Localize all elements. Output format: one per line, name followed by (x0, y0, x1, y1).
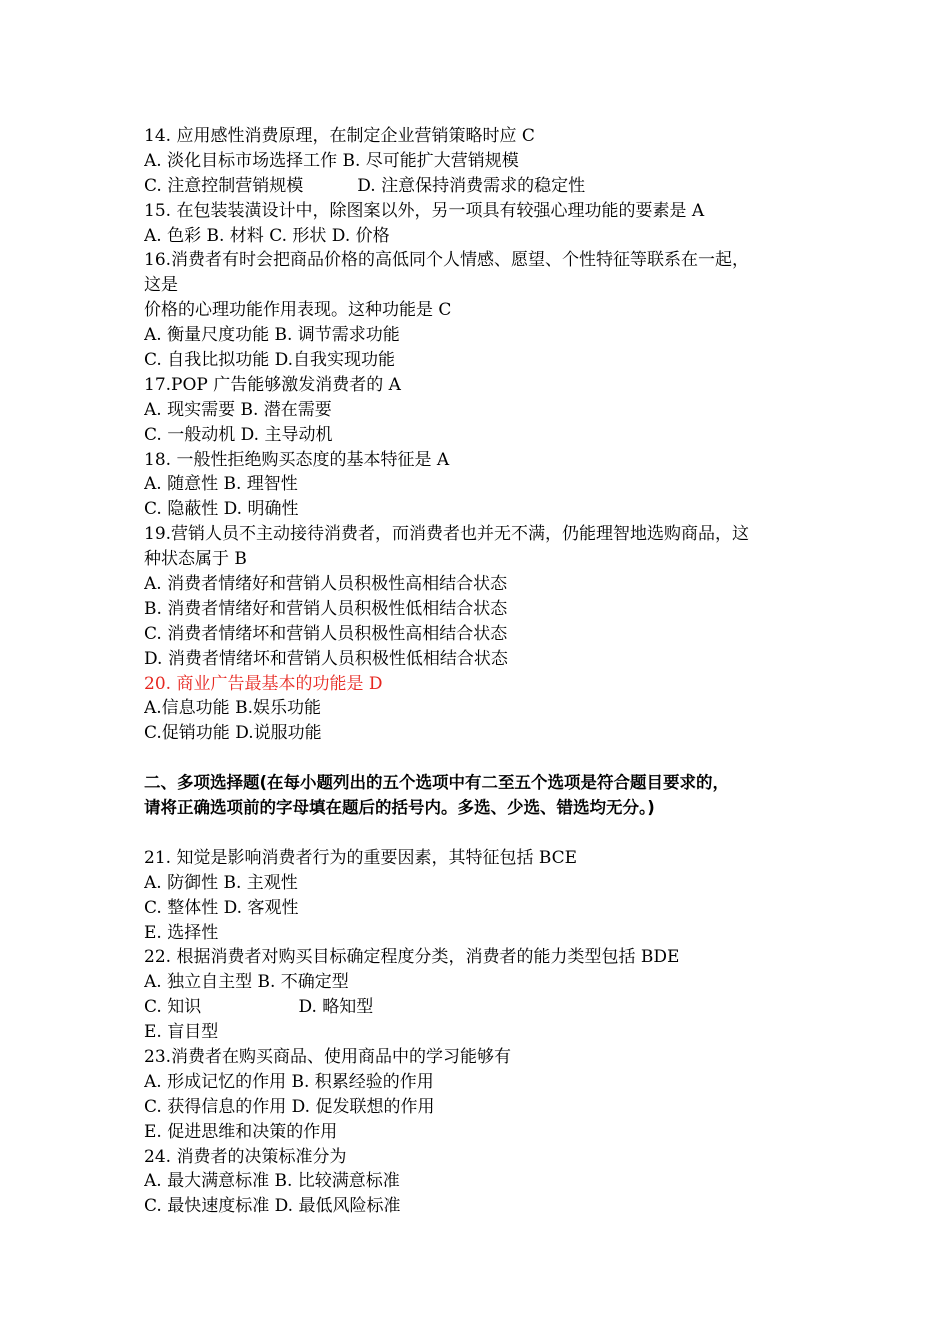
question-21: 21. 知觉是影响消费者行为的重要因素，其特征包括 BCE (144, 847, 578, 868)
section-heading-line-2: 请将正确选项前的字母填在题后的括号内。多选、少选、错选均无分。) (144, 798, 655, 818)
question-23-options-ab: A. 形成记忆的作用 B. 积累经验的作用 (144, 1071, 434, 1092)
question-24-options-ab: A. 最大满意标准 B. 比较满意标准 (144, 1171, 400, 1192)
question-20-options-cd: C.促销功能 D.说服功能 (144, 723, 322, 744)
question-23-option-e: E. 促进思维和决策的作用 (144, 1121, 338, 1142)
question-19-option-c: C. 消费者情绪坏和营销人员积极性高相结合状态 (144, 623, 508, 644)
question-22: 22. 根据消费者对购买目标确定程度分类，消费者的能力类型包括 BDE (144, 947, 680, 968)
blank-line (144, 746, 844, 771)
question-19-line-2: 种状态属于 B (144, 549, 247, 570)
question-19-option-d: D. 消费者情绪坏和营销人员积极性低相结合状态 (144, 648, 508, 669)
question-24: 24. 消费者的决策标准分为 (144, 1146, 347, 1167)
question-22-options-cd: C. 知识 D. 略知型 (144, 997, 374, 1018)
question-14-options-ab: A. 淡化目标市场选择工作 B. 尽可能扩大营销规模 (144, 150, 519, 171)
question-16-line-3: 价格的心理功能作用表现。这种功能是 C (144, 300, 452, 321)
question-18-options-cd: C. 隐蔽性 D. 明确性 (144, 499, 299, 520)
question-20: 20. 商业广告最基本的功能是 D (144, 673, 383, 694)
question-16-line-2: 这是 (144, 275, 178, 296)
section-heading-line-1: 二、多项选择题(在每小题列出的五个选项中有二至五个选项是符合题目要求的， (144, 773, 730, 793)
question-19-line-1: 19.营销人员不主动接待消费者，而消费者也并无不满，仍能理智地选购商品，这 (144, 524, 750, 545)
question-14-options-cd: C. 注意控制营销规模 D. 注意保持消费需求的稳定性 (144, 175, 586, 196)
question-18: 18. 一般性拒绝购买态度的基本特征是 A (144, 449, 450, 470)
question-15-options: A. 色彩 B. 材料 C. 形状 D. 价格 (144, 225, 390, 246)
question-16-options-ab: A. 衡量尺度功能 B. 调节需求功能 (144, 325, 400, 346)
question-15: 15. 在包装装潢设计中，除图案以外，另一项具有较强心理功能的要素是 A (144, 200, 705, 221)
document-page (144, 124, 844, 1219)
question-14: 14. 应用感性消费原理，在制定企业营销策略时应 C (144, 126, 535, 146)
question-22-options-ab: A. 独立自主型 B. 不确定型 (144, 972, 349, 993)
question-19-option-b: B. 消费者情绪好和营销人员积极性低相结合状态 (144, 598, 508, 619)
question-17-options-cd: C. 一般动机 D. 主导动机 (144, 424, 333, 445)
question-21-options-cd: C. 整体性 D. 客观性 (144, 897, 299, 918)
question-21-options-ab: A. 防御性 B. 主观性 (144, 872, 298, 893)
question-23: 23.消费者在购买商品、使用商品中的学习能够有 (144, 1046, 512, 1067)
question-21-option-e: E. 选择性 (144, 922, 219, 943)
question-24-options-cd: C. 最快速度标准 D. 最低风险标准 (144, 1196, 401, 1217)
question-18-options-ab: A. 随意性 B. 理智性 (144, 474, 298, 495)
question-17-options-ab: A. 现实需要 B. 潜在需要 (144, 399, 332, 420)
question-16-options-cd: C. 自我比拟功能 D.自我实现功能 (144, 350, 396, 371)
question-23-options-cd: C. 获得信息的作用 D. 促发联想的作用 (144, 1096, 435, 1117)
question-17: 17.POP 广告能够激发消费者的 A (144, 374, 401, 395)
question-20-options-ab: A.信息功能 B.娱乐功能 (144, 698, 321, 719)
blank-line (144, 821, 844, 846)
question-16-line-1: 16.消费者有时会把商品价格的高低同个人情感、愿望、个性特征等联系在一起， (144, 250, 750, 271)
question-19-option-a: A. 消费者情绪好和营销人员积极性高相结合状态 (144, 574, 508, 595)
question-22-option-e: E. 盲目型 (144, 1022, 219, 1043)
